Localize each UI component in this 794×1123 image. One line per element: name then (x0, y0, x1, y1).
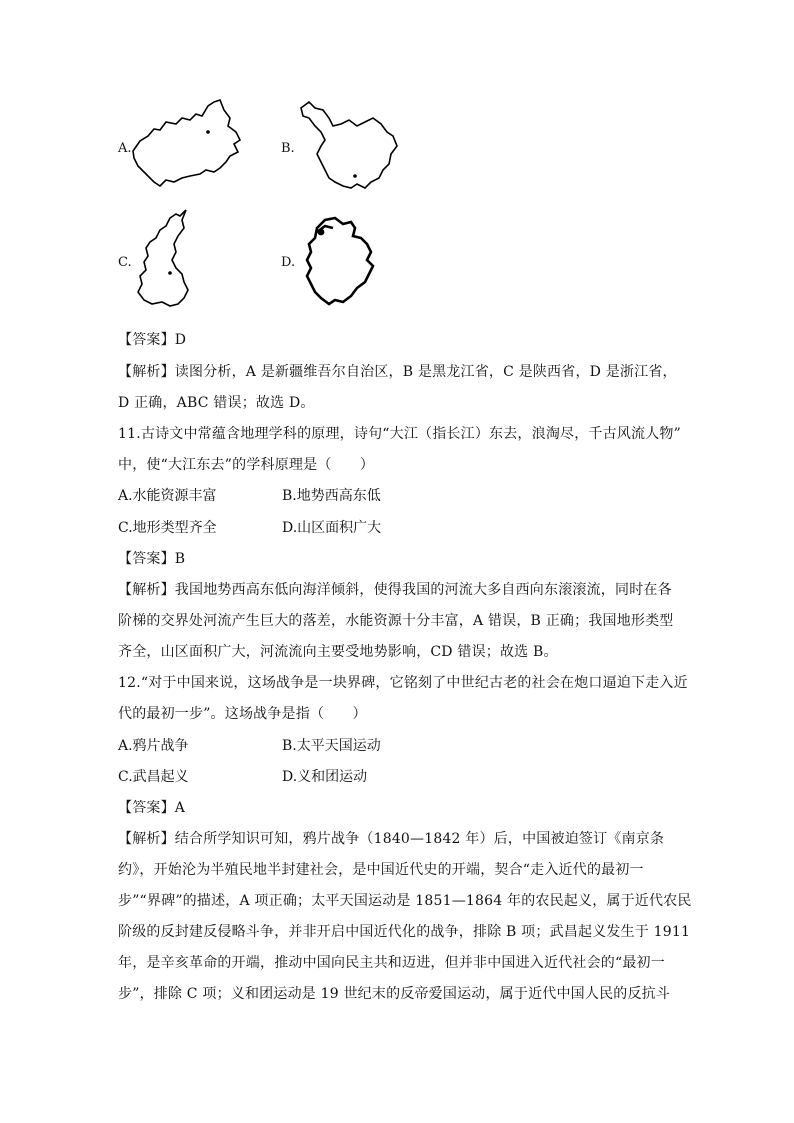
q12-option-a: A.鸦片战争 (118, 738, 189, 754)
heilongjiang-map-icon (295, 96, 405, 196)
map-option-d (281, 208, 421, 312)
map-label-b: B. (281, 141, 295, 156)
q12-analysis-line-3: 步”“界碑”的描述，A 项正确；太平天国运动是 1851—1864 年的农民起义，属于近代农民 (118, 893, 692, 909)
q12-analysis-line-2: 约》，开始沦为半殖民地半封建社会，是中国近代史的开端，契合“走入近代的最初一 (118, 862, 644, 878)
q10-analysis-line-1: 【解析】读图分析，A 是新疆维吾尔自治区，B 是黑龙江省，C 是陕西省，D 是浙江省， (118, 364, 677, 380)
q12-stem-line-2: 代的最初一步”。这场战争是指（ ） (118, 706, 367, 722)
q12-option-b: B.太平天国运动 (282, 738, 381, 754)
q12-analysis-line-6: 步”，排除 C 项；义和团运动是 19 世纪末的反帝爱国运动，属于近代中国人民的反抗斗 (118, 986, 671, 1002)
q11-stem-line-1: 11.古诗文中常蕴含地理学科的原理，诗句“大江（指长江）东去，浪淘尽，千古风流人物” (118, 426, 681, 442)
map-option-c (118, 208, 248, 312)
map-option-a (118, 96, 248, 196)
q11-analysis-line-2: 阶梯的交界处河流产生巨大的落差，水能资源十分丰富，A 错误，B 正确；我国地形类型 (118, 613, 674, 629)
q11-analysis-line-1: 【解析】我国地势西高东低向海洋倾斜，使得我国的河流大多自西向东滚滚流，同时在各 (118, 582, 672, 598)
q12-option-d: D.义和团运动 (282, 769, 368, 785)
q12-stem-line-1: 12.“对于中国来说，这场战争是一块界碑，它铭刻了中世纪古老的社会在炮口逼迫下走入近 (118, 675, 688, 691)
zhejiang-map-icon (295, 208, 385, 312)
q11-stem-line-2: 中，使“大江东去”的学科原理是（ ） (118, 457, 375, 473)
map-option-b (281, 96, 421, 196)
map-label-d: D. (281, 255, 296, 270)
q12-option-c: C.武昌起义 (118, 769, 189, 785)
q12-analysis-line-5: 年，是辛亥革命的开端，推动中国向民主共和迈进，但并非中国进入近代社会的“最初一 (118, 955, 665, 971)
q11-option-d: D.山区面积广大 (282, 520, 382, 536)
shaanxi-map-icon (130, 208, 200, 312)
q11-option-c: C.地形类型齐全 (118, 520, 217, 536)
map-figure (118, 96, 418, 312)
q11-analysis-line-3: 齐全，山区面积广大，河流流向主要受地势影响，CD 错误；故选 B。 (118, 644, 558, 660)
q10-answer: 【答案】D (118, 332, 187, 348)
map-label-c: C. (118, 255, 132, 270)
q10-analysis-line-2: D 正确，ABC 错误；故选 D。 (118, 395, 315, 411)
q12-answer: 【答案】A (118, 800, 186, 816)
map-label-a: A. (118, 141, 132, 156)
q12-analysis-line-1: 【解析】结合所学知识可知，鸦片战争（1840—1842 年）后，中国被迫签订《南京条 (118, 831, 665, 847)
q11-option-a: A.水能资源丰富 (118, 488, 217, 504)
xinjiang-map-icon (130, 96, 250, 196)
q11-answer: 【答案】B (118, 551, 186, 567)
q11-option-b: B.地势西高东低 (282, 488, 381, 504)
q12-analysis-line-4: 阶级的反封建反侵略斗争，并非开启中国近代化的战争，排除 B 项；武昌起义发生于 1911 (118, 924, 691, 940)
